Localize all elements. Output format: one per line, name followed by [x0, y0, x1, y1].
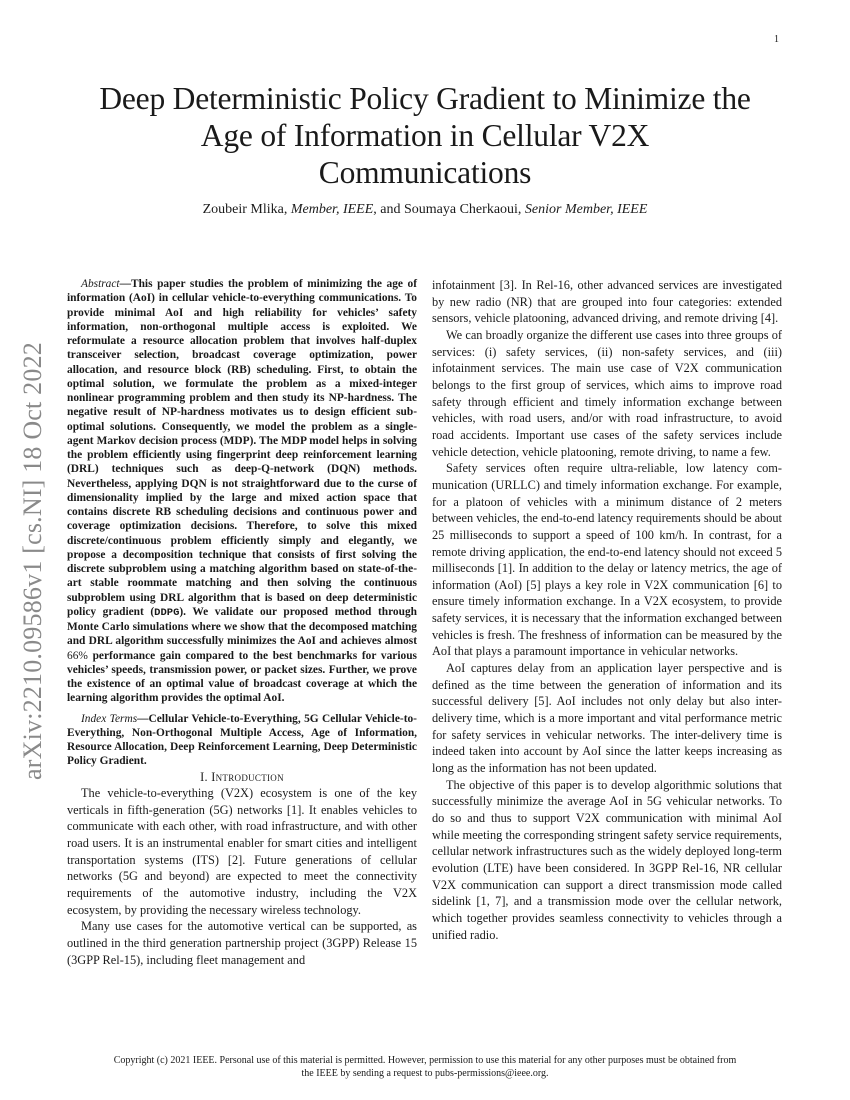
body-paragraph-continued: infotainment [3]. In Rel-16, other advanced services are investigated by new radio (NR) that are grouped into four categories: extended sensors, vehicle platooning, advanced driving, and remote driving [4]. — [432, 278, 782, 326]
footer-line-2: the IEEE by sending a request to pubs-permissions@ieee.org. — [301, 1068, 549, 1079]
section-heading-introduction: I. Introduction — [200, 769, 284, 784]
abstract-text-3: performance gain compared to the best benchmarks for various vehicles’ speeds, transmission power, or packet sizes. Further, we prove the existence of an optimal value of broadcast coverage at which the learning algorithm provides the optimal AoI. — [67, 649, 417, 705]
body-paragraph: AoI captures delay from an application layer perspective and is defined as the time between the generation of information and its successful delivery [5]. AoI includes not only delay but also inter-delivery time, which is a more important and vital performance metric for safety services in vehicular networks. The inter-delivery time is indeed taken into account by AoI since the latter keeps increasing as long as the information has not been updated. — [432, 661, 782, 776]
right-column — [432, 277, 782, 943]
arxiv-margin-stamp: arXiv:2210.09586v1 [cs.NI] 18 Oct 2022 — [18, 342, 47, 780]
body-paragraph: The objective of this paper is to develop algorithmic solutions that successfully minimize the average AoI in 5G vehicular networks. To do so and thus to support V2X communication with minimal AoI while meeting the corresponding stringent safety service requirements, cellular network infrastructures such as the widely deployed long-term evolution (LTE) have been considered. In 3GPP Rel-16, NR cellular V2X communication can support a direct transmission mode called sidelink [1, 7], and a transmission mode over the cellular network, which together provides seamless connectivity to vehicles through a unified radio. — [432, 777, 782, 942]
body-paragraph: We can broadly organize the different use cases into three groups of services: (i) safety services, (ii) non-safety services, and (iii) infotainment services. The main use case of V2X communication belongs to the first group of services, which aims to improve road safety through efficient and timely information exchange between vehicles, with road users, and/or with road infrastructure, to avoid road accidents. Important use cases of the safety services include vehicle detection, vehicle platooning, remote driving, to name a few. — [432, 327, 782, 459]
body-paragraph: The vehicle-to-everything (V2X) ecosystem is one of the key verticals in fifth-generation (5G) networks [1]. It enables vehicles to communicate with each other, with road infrastructure, and with other road users. It is an instrumental enabler for smart cities and intelligent transportation systems (ITS) [2]. Future generations of cellular networks (5G and beyond) are expected to meet the connectivity requirements of the automotive industry, including the V2X ecosystem, by providing the necessary wireless technology. — [67, 786, 417, 917]
copyright-footer — [40, 1054, 810, 1080]
abstract-text-2: ). We validate our proposed method through Monte Carlo simulations where we show that the decomposed matching and DRL algorithm successfully minimizes the AoI and achieves almost — [67, 605, 417, 648]
abstract-text-1: —This paper studies the problem of minimizing the age of information (AoI) in cellular vehicle-to-everything communications. To provide minimal AoI and high reliability for vehicles’ safety information, non-orthogonal multiple access is exploited. We reformulate a resource allocation problem that involves half-duplex transceiver selection, broadcast coverage optimization, power allocation, and resource block (RB) scheduling. First, to obtain the optimal solution, we formulate the problem as a mixed-integer nonlinear programming problem and then study its NP-hardness. The negative result of NP-hardness motivates us to design efficient sub-optimal solutions. Consequently, we model the problem as a single-agent Markov decision process (MDP). The MDP model helps in solving the problem efficiently using fingerprint deep reinforcement learning (DRL) techniques such as deep-Q-network (DQN) methods. Nevertheless, applying DQN is not straightforward due to the curse of dimensionality implied by the large and mixed action space that contains discrete RB scheduling decisions and continuous power and coverage optimization decisions. Therefore, to solve this mixed discrete/continuous problem efficiently simply and elegantly, we propose a decomposition technique that consists of first solving the discrete subproblem using a matching algorithm based on state-of-the-art stable roommate matching and then solving the continuous subproblem using DRL algorithm that is based on deep deterministic policy gradient ( — [67, 278, 417, 618]
author-1-role: Member, IEEE — [290, 202, 374, 217]
title-line-2: Age of Information in Cellular V2X — [200, 118, 650, 153]
left-column — [67, 277, 417, 968]
abstract-ddpg: DDPG — [154, 606, 180, 619]
footer-line-1: Copyright (c) 2021 IEEE. Personal use of this material is permitted. However, permission to use this material for any other purposes must be obtained from — [113, 1055, 737, 1066]
abstract-label: Abstract — [81, 278, 120, 290]
body-paragraph: Safety services often require ultra-reliable, low latency communication (URLLC) and timely information exchange. For example, for a platoon of vehicles with a minimum distance of 2 meters between vehicles, the end-to-end latency requirements should be about 25 milliseconds to support a speed of 100 km/h. In contrast, for a remote driving application, the end-to-end latency should not exceed 5 milliseconds [1]. In addition to the delay or latency metrics, the age of information (AoI) [5] plays a key role in V2X communication [6] to ensure timely information exchange. In a V2X ecosystem, to provide safety services, it is necessary that the information exchanged between vehicles is fresh. The freshness of information can be measured by the AoI that plays a paramount importance in vehicular networks. — [432, 461, 782, 659]
index-terms-label: Index Terms — [81, 712, 138, 725]
author-2-role: Senior Member, IEEE — [524, 202, 648, 217]
abstract-paragraph — [67, 277, 417, 706]
body-paragraph: Many use cases for the automotive vertical can be supported, as outlined in the third generation partnership project (3GPP) Release 15 (3GPP Rel-15), including fleet management and — [67, 919, 417, 967]
paper-title — [40, 80, 810, 191]
page-number: 1 — [774, 34, 779, 45]
abstract-percentage: 66% — [67, 649, 88, 662]
index-terms — [67, 712, 417, 769]
index-terms-text: —Cellular Vehicle-to-Everything, 5G Cellular Vehicle-to-Everything, Non-Orthogonal Multiple Access, Age of Information, Resource Allocation, Deep Reinforcement Learning, Deep Deterministic Policy Gradient. — [67, 712, 417, 768]
author-line — [40, 202, 810, 218]
abstract — [67, 277, 417, 769]
author-1-name: Zoubeir Mlika, — [202, 202, 291, 217]
title-line-3: Communications — [318, 155, 532, 190]
title-line-1: Deep Deterministic Policy Gradient to Minimize the — [99, 81, 751, 116]
author-conjunction: , and Soumaya Cherkaoui, — [373, 202, 525, 217]
